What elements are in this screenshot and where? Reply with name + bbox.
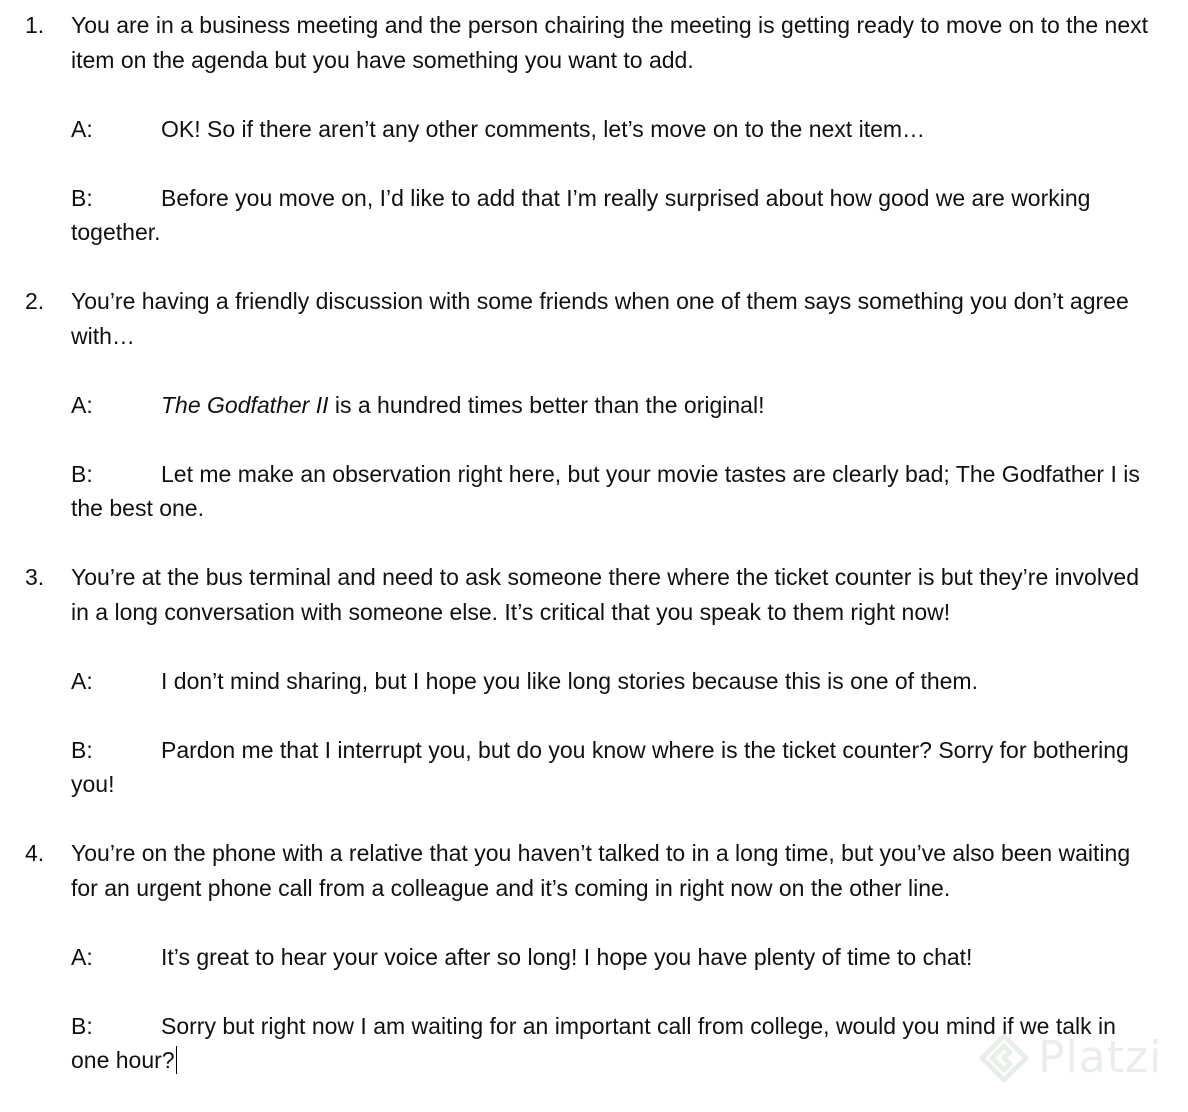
item-number: 3. bbox=[25, 564, 45, 590]
speaker-b-text: Pardon me that I interrupt you, but do you know where is the ticket counter? Sorry for bothering you! bbox=[71, 736, 1129, 797]
speaker-b-text[interactable]: Sorry but right now I am waiting for an important call from college, would you mind if we talk in one hour? bbox=[71, 1012, 1116, 1073]
platzi-watermark bbox=[978, 1020, 1178, 1096]
speaker-a-label: A: bbox=[71, 115, 93, 142]
speaker-a-text: is a hundred times better than the original! bbox=[328, 391, 765, 418]
exercise-item-3 bbox=[0, 560, 1188, 802]
speaker-a-line bbox=[0, 112, 1188, 147]
exercise-item-2 bbox=[0, 284, 1188, 526]
scenario-prompt: You’re at the bus terminal and need to ask someone there where the ticket counter is but they’re involved in a long conversation with someone else. It’s critical that you speak to them right now! bbox=[71, 564, 1140, 625]
speaker-b-text: Before you move on, I’d like to add that I’m really surprised about how good we are working together. bbox=[71, 184, 1091, 245]
movie-title: The Godfather II bbox=[161, 391, 329, 418]
speaker-a-line bbox=[0, 388, 1188, 423]
item-number: 4. bbox=[25, 840, 45, 866]
scenario-prompt: You’re on the phone with a relative that you haven’t talked to in a long time, but you’ve also been waiting for an urgent phone call from a colleague and it’s coming in right now on the other line. bbox=[71, 840, 1131, 901]
speaker-b-line bbox=[0, 181, 1188, 250]
item-number: 2. bbox=[25, 288, 45, 314]
speaker-a-label: A: bbox=[71, 667, 93, 694]
exercise-item-1 bbox=[0, 8, 1188, 250]
scenario-prompt: You’re having a friendly discussion with some friends when one of them says something you don’t agree with… bbox=[71, 288, 1129, 349]
speaker-a-line bbox=[0, 940, 1188, 975]
text-cursor bbox=[176, 1046, 177, 1074]
scenario-prompt: You are in a business meeting and the person chairing the meeting is getting ready to move on to the next item on the agenda but you have something you want to add. bbox=[71, 12, 1149, 73]
speaker-b-label: B: bbox=[71, 184, 93, 211]
speaker-b-label: B: bbox=[71, 1012, 93, 1039]
document-body[interactable] bbox=[0, 8, 1188, 1112]
speaker-a-line bbox=[0, 664, 1188, 699]
speaker-a-label: A: bbox=[71, 943, 93, 970]
speaker-b-text: Let me make an observation right here, but your movie tastes are clearly bad; The Godfather I is the best one. bbox=[71, 460, 1140, 521]
speaker-b-label: B: bbox=[71, 736, 93, 763]
item-number: 1. bbox=[25, 12, 45, 38]
watermark-text: Platzi bbox=[1038, 1031, 1163, 1083]
speaker-a-text: I don’t mind sharing, but I hope you like long stories because this is one of them. bbox=[161, 667, 978, 694]
platzi-logo-icon bbox=[978, 1032, 1030, 1084]
speaker-a-text: OK! So if there aren’t any other comments, let’s move on to the next item… bbox=[161, 115, 926, 142]
speaker-a-text: It’s great to hear your voice after so long! I hope you have plenty of time to chat! bbox=[161, 943, 973, 970]
speaker-b-label: B: bbox=[71, 460, 93, 487]
speaker-b-line bbox=[0, 733, 1188, 802]
speaker-a-label: A: bbox=[71, 391, 93, 418]
speaker-b-line bbox=[0, 457, 1188, 526]
